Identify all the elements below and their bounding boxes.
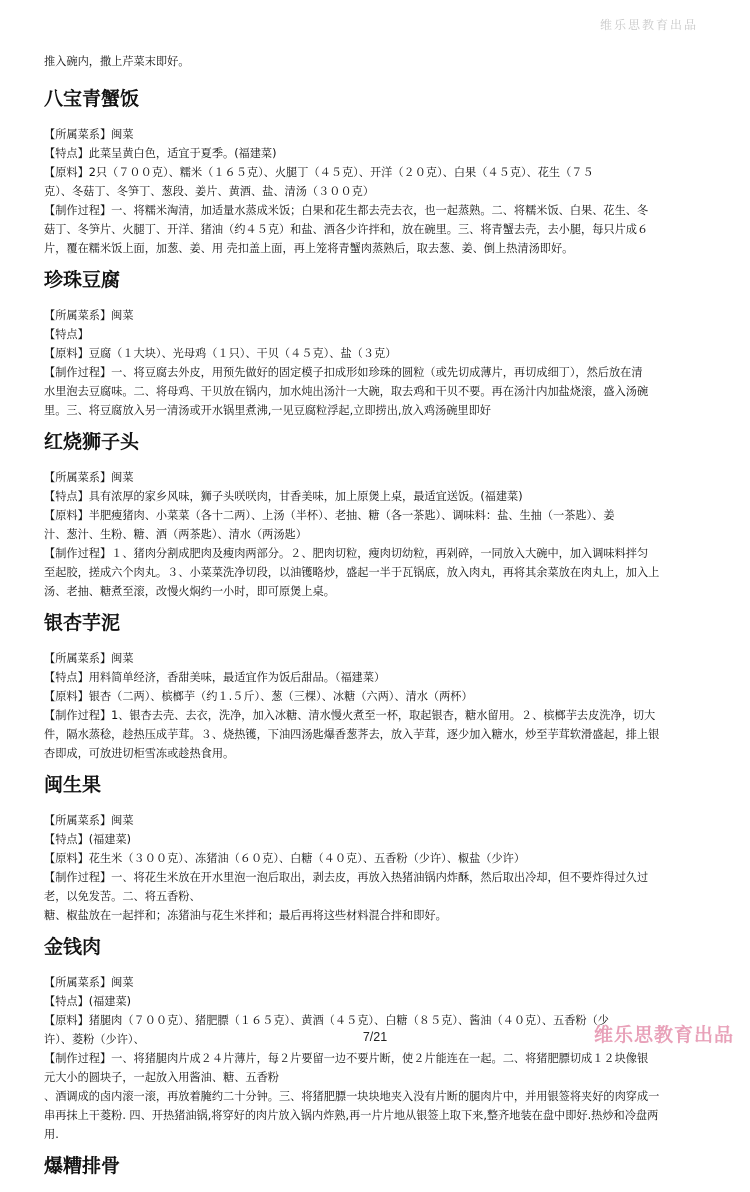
text-line: 克）、冬菇丁、冬笋丁、葱段、姜片、黄酒、盐、清汤（３００克） [44,185,375,198]
page-number: 7/21 [362,1030,388,1044]
text-line: 【特点】用料简单经济，香甜美味，最适宜作为饭后甜品。（福建菜） [44,671,386,684]
dish-body [44,468,712,601]
dish-list [44,87,712,1178]
text-line: 【原料】银杏（二两）、槟榔芋（约１.５斤）、葱（三棵）、冰糖（六两）、清水（两杯） [44,690,473,703]
dish-section [44,87,712,258]
text-line: 【原料】2只（７００克）、糯米（１６５克）、火腿丁（４５克）、开洋（２０克）、白果（４５克）、花生（７５ [44,166,594,179]
text-line: 【特点】 [44,328,89,341]
text-line: 至起胶，搓成六个肉丸。３、小菜菜洗净切段，以油镬略炒，盛起一半于瓦锅底，放入肉丸，再将其余菜放在肉丸上，加入上 [44,566,660,579]
text-line: 里。三、将豆腐放入另一清汤或开水锅里煮沸,一见豆腐粒浮起,立即捞出,放入鸡汤碗里即好 [44,404,491,417]
text-line: 【所属菜系】闽菜 [44,976,134,989]
dish-section [44,268,712,420]
text-line: 【所属菜系】闽菜 [44,814,134,827]
text-line: 汁、葱汁、生粉、糖、酒（两茶匙）、清水（两汤匙） [44,528,307,541]
dish-body [44,973,712,1144]
text-line: 片，覆在糯米饭上面，加葱、姜、用 壳扣盖上面，再上笼将青蟹肉蒸熟后，取去葱、姜、倒上热清汤即好。 [44,242,574,255]
intro-line: 推入碗内，撒上芹菜末即好。 [44,55,190,68]
dish-section [44,773,712,925]
text-line: 用. [44,1128,59,1141]
text-line: 【原料】猪腿肉（７００克）、猪肥膘（１６５克）、黄酒（４５克）、白糖（８５克）、酱油（４０克）、五香粉（少 [44,1014,609,1027]
dish-section [44,1154,712,1178]
text-line: 【特点】(福建菜) [44,995,132,1008]
text-line: 【特点】具有浓厚的家乡风味，狮子头咲咲肉，甘香美味，加上原煲上桌，最适宜送饭。(福建菜) [44,490,523,503]
text-line: 菇丁、冬笋片、火腿丁、开洋、猪油（约４５克）和盐、酒各少许拌和，放在碗里。三、将青蟹去壳，去小腿，每只片成６ [44,223,649,236]
dish-title: 银杏芋泥 [44,612,121,634]
text-line: 【特点】此菜呈黄白色，适宜于夏季。(福建菜) [44,147,277,160]
header-watermark: 维乐思教育出品 [599,18,698,32]
text-line: 【原料】花生米（３００克）、冻猪油（６０克）、白糖（４０克）、五香粉（少许）、椒盐（少许） [44,852,526,865]
dish-title: 八宝青蟹饭 [44,88,140,110]
text-line: 【制作过程】一、将花生米放在开水里泡一泡后取出，剥去皮，再放入热猪油锅内炸酥，然后取出冷却，但不要炸得过久过 [44,871,649,884]
text-line: 【所属菜系】闽菜 [44,128,134,141]
text-line: 老，以免发苦。二、将五香粉、 [44,890,201,903]
text-line: 【原料】半肥瘦猪肉、小菜菜（各十二两）、上汤（半杯）、老抽、糖（各一茶匙）、调味料：盐、生抽（一茶匙）、姜 [44,509,615,522]
dish-body [44,649,712,763]
text-line: 串再抹上干菱粉. 四、开热猪油锅,将穿好的肉片放入锅内炸熟,再一片片地从银签上取下来,整齐地装在盘中即好.热炒和冷盘两 [44,1109,659,1122]
text-line: 许）、菱粉（少许）、 [44,1033,145,1046]
footer-watermark: 维乐思教育出品 [593,1024,734,1046]
dish-title: 红烧狮子头 [44,431,140,453]
text-line: 【特点】(福建菜) [44,833,132,846]
text-line: 【制作过程】一、将糯米淘清，加适量水蒸成米饭；白果和花生都去壳去衣，也一起蒸熟。二、将糯米饭、白果、花生、冬 [44,204,649,217]
dish-body [44,125,712,258]
dish-title: 珍珠豆腐 [44,269,121,291]
dish-body [44,811,712,925]
text-line: 汤、老抽、糖煮至滚，改慢火焖约一小时，即可原煲上桌。 [44,585,335,598]
text-line: 杏即成，可放进切柜雪冻或趁热食用。 [44,747,235,760]
text-line: 【制作过程】１、猪肉分割成肥肉及瘦肉两部分。２、肥肉切粒，瘦肉切幼粒，再剁碎，一同放入大碗中，加入调味料拌匀 [44,547,649,560]
dish-section [44,430,712,601]
text-line: 【制作过程】1、银杏去壳、去衣，洗净，加入冰糖、清水慢火煮至一杯，取起银杏，糖水留用。２、槟榔芋去皮洗净，切大 [44,709,656,722]
dish-title: 金钱肉 [44,936,102,958]
text-line: 【所属菜系】闽菜 [44,309,134,322]
text-line: 【所属菜系】闽菜 [44,471,134,484]
dish-title: 爆糟排骨 [44,1155,121,1177]
dish-body [44,306,712,420]
text-line: 元大小的圆块子，一起放入用酱油、糖、五香粉 [44,1071,279,1084]
text-line: 糖、椒盐放在一起拌和；冻猪油与花生米拌和；最后再将这些材料混合拌和即好。 [44,909,447,922]
text-line: 【所属菜系】闽菜 [44,652,134,665]
text-line: 【制作过程】一、将猪腿肉片成２４片薄片，每２片要留一边不要片断，使２片能连在一起。二、将猪肥膘切成１２块像银 [44,1052,649,1065]
text-line: 件，隔水蒸稔，趁热压成芋茸。３、烧热镬，下油四汤匙爆香葱荠去，放入芋茸，逐少加入糖水，炒至芋茸软滑盛起，排上银 [44,728,660,741]
text-line: 水里泡去豆腐味。二、将母鸡、干贝放在锅内，加水炖出汤汁一大碗，取去鸡和干贝不要。再在汤汁内加盐烧滚，盛入汤碗 [44,385,649,398]
text-line: 【制作过程】一、将豆腐去外皮，用预先做好的固定模子扣成形如珍珠的圆粒（或先切成薄片，再切成细丁），然后放在清 [44,366,643,379]
dish-title: 闽生果 [44,774,102,796]
dish-section [44,611,712,763]
text-line: 【原料】豆腐（１大块）、光母鸡（１只）、干贝（４５克）、盐（３克） [44,347,397,360]
text-line: 、酒调成的卤内滚一滚，再放着腌约二十分钟。三、将猪肥膘一块块地夹入没有片断的腿肉片中，并用银签将夹好的肉穿成一 [44,1090,660,1103]
